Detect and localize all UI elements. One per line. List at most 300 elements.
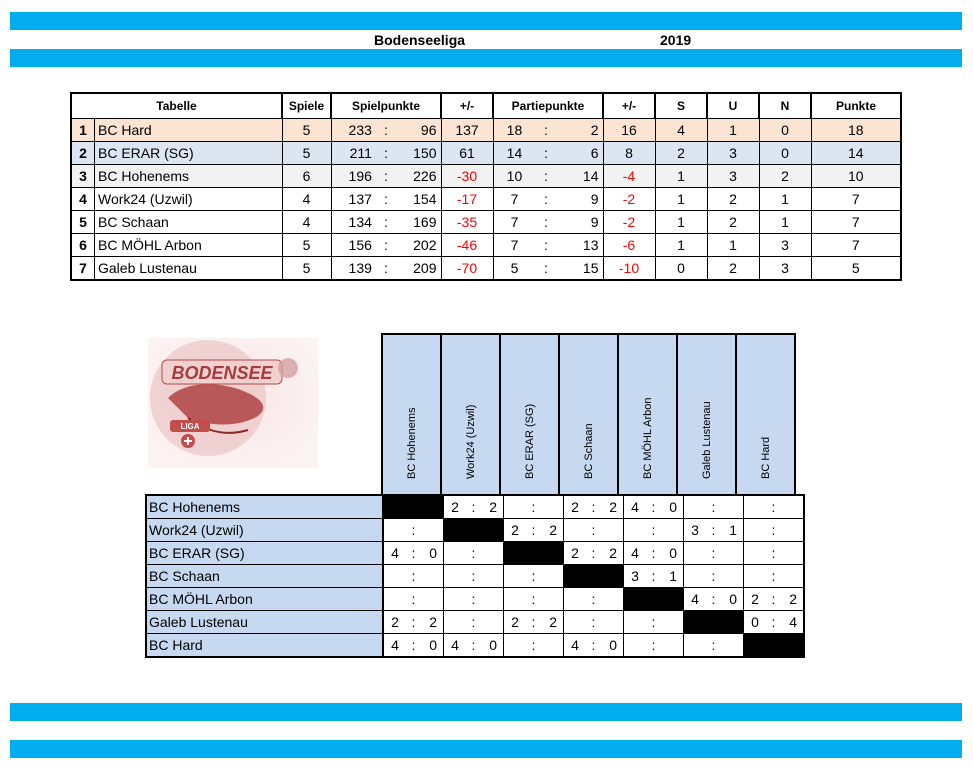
score-separator: : (591, 499, 596, 515)
score-separator: : (771, 591, 776, 607)
cross-column-header (500, 334, 559, 496)
score-separator: : (591, 545, 596, 561)
score-home (750, 499, 760, 515)
pp-against-cell: 14 (556, 165, 603, 188)
cross-diagonal-cell (444, 519, 504, 542)
cross-column-label: Work24 (Uzwil) (464, 404, 477, 479)
points-cell: 14 (811, 142, 901, 165)
score-away (547, 499, 557, 515)
pp-sep: : (535, 234, 556, 257)
score-separator: : (411, 568, 416, 584)
wins-cell: 0 (655, 257, 707, 281)
bottom-band (10, 740, 962, 758)
cross-diagonal-cell (744, 634, 805, 658)
losses-cell: 0 (759, 119, 811, 142)
sp-sep: : (376, 142, 396, 165)
pp-diff-cell: -4 (603, 165, 655, 188)
cross-score-cell (383, 565, 444, 588)
cross-column-header (736, 334, 795, 496)
cross-score-cell (684, 588, 744, 611)
score-home: 0 (751, 614, 759, 630)
score-away: 1 (729, 522, 737, 538)
pp-for-cell: 10 (493, 165, 535, 188)
score-separator: : (591, 591, 596, 607)
standings-header-row (71, 93, 901, 119)
score-home (750, 522, 760, 538)
points-cell: 18 (811, 119, 901, 142)
score-home (390, 568, 400, 584)
losses-cell: 3 (759, 234, 811, 257)
losses-cell: 3 (759, 257, 811, 281)
score-separator: : (531, 499, 536, 515)
score-home: 4 (391, 545, 399, 561)
games-cell: 5 (282, 257, 331, 281)
score-home (510, 568, 520, 584)
rank-cell: 6 (71, 234, 95, 257)
score-away (787, 568, 797, 584)
score-away (607, 522, 617, 538)
score-away (547, 568, 557, 584)
cross-row-team: BC ERAR (SG) (146, 542, 383, 565)
standings-row (71, 211, 901, 234)
sp-for-cell: 139 (331, 257, 376, 281)
score-away: 2 (549, 614, 557, 630)
score-home (570, 522, 580, 538)
score-home: 4 (391, 637, 399, 653)
cross-score-cell (684, 634, 744, 658)
draws-cell: 1 (707, 234, 759, 257)
sp-sep: : (376, 211, 396, 234)
score-away (727, 545, 737, 561)
cross-row (146, 634, 804, 658)
top-band (10, 12, 962, 30)
pp-diff-cell: 8 (603, 142, 655, 165)
score-home (450, 614, 460, 630)
cross-score-cell (504, 565, 564, 588)
cross-score-cell (624, 565, 684, 588)
sp-diff-cell: -35 (441, 211, 493, 234)
score-separator: : (591, 522, 596, 538)
wins-cell: 1 (655, 234, 707, 257)
cross-table (145, 494, 805, 658)
sp-sep: : (376, 119, 396, 142)
cross-score-cell (564, 611, 624, 634)
pp-sep: : (535, 211, 556, 234)
standings-row (71, 165, 901, 188)
score-home (570, 591, 580, 607)
pp-diff-cell: -2 (603, 211, 655, 234)
draws-cell: 2 (707, 188, 759, 211)
cross-score-cell (504, 588, 564, 611)
score-home (510, 591, 520, 607)
score-away (727, 637, 737, 653)
cross-score-cell (564, 519, 624, 542)
score-away: 2 (549, 522, 557, 538)
cross-diagonal-cell (624, 588, 684, 611)
score-separator: : (651, 499, 656, 515)
cross-score-cell (684, 495, 744, 519)
cross-row (146, 519, 804, 542)
header-punkte: Punkte (811, 93, 901, 119)
cross-score-cell (564, 634, 624, 658)
pp-sep: : (535, 142, 556, 165)
team-cell: BC ERAR (SG) (95, 142, 283, 165)
pp-sep: : (535, 119, 556, 142)
sp-sep: : (376, 165, 396, 188)
score-separator: : (711, 522, 716, 538)
cross-score-cell (383, 519, 444, 542)
cross-score-cell (744, 611, 805, 634)
pp-diff-cell: -6 (603, 234, 655, 257)
pp-for-cell: 18 (493, 119, 535, 142)
games-cell: 4 (282, 211, 331, 234)
header-spiele: Spiele (282, 93, 331, 119)
cross-score-cell (744, 519, 805, 542)
cross-row-team: Work24 (Uzwil) (146, 519, 383, 542)
rank-cell: 2 (71, 142, 95, 165)
cross-row-team: BC Schaan (146, 565, 383, 588)
score-away (727, 568, 737, 584)
cross-score-cell (744, 542, 805, 565)
games-cell: 6 (282, 165, 331, 188)
cross-score-cell (444, 495, 504, 519)
score-separator: : (471, 568, 476, 584)
score-separator: : (651, 545, 656, 561)
score-home: 2 (571, 499, 579, 515)
score-separator: : (651, 637, 656, 653)
cross-score-cell (744, 588, 805, 611)
games-cell: 4 (282, 188, 331, 211)
score-away: 0 (489, 637, 497, 653)
season-year: 2019 (660, 32, 692, 48)
draws-cell: 3 (707, 165, 759, 188)
cross-column-label: Galeb Lustenau (700, 401, 713, 479)
rank-cell: 3 (71, 165, 95, 188)
cross-diagonal-cell (383, 495, 444, 519)
cross-score-cell (684, 542, 744, 565)
losses-cell: 0 (759, 142, 811, 165)
draws-cell: 1 (707, 119, 759, 142)
score-home (510, 637, 520, 653)
sp-against-cell: 169 (396, 211, 441, 234)
score-home (450, 568, 460, 584)
score-home (390, 591, 400, 607)
score-separator: : (471, 545, 476, 561)
cross-column-header (441, 334, 500, 496)
pp-for-cell: 7 (493, 188, 535, 211)
score-away (607, 614, 617, 630)
score-home: 2 (571, 545, 579, 561)
cross-diagonal-cell (564, 565, 624, 588)
cross-score-cell (504, 519, 564, 542)
sp-sep: : (376, 188, 396, 211)
sp-for-cell: 134 (331, 211, 376, 234)
score-home: 4 (451, 637, 459, 653)
score-separator: : (411, 522, 416, 538)
pp-sep: : (535, 188, 556, 211)
score-separator: : (531, 522, 536, 538)
score-separator: : (651, 568, 656, 584)
pp-against-cell: 13 (556, 234, 603, 257)
sp-sep: : (376, 257, 396, 281)
sp-diff-cell: 137 (441, 119, 493, 142)
team-cell: BC Hohenems (95, 165, 283, 188)
score-away (787, 499, 797, 515)
header-partiepunkte: Partiepunkte (493, 93, 603, 119)
score-away (487, 591, 497, 607)
score-separator: : (531, 591, 536, 607)
cross-score-cell (383, 588, 444, 611)
cross-score-cell (504, 611, 564, 634)
cross-column-header (618, 334, 677, 496)
standings-row (71, 119, 901, 142)
pp-against-cell: 2 (556, 119, 603, 142)
points-cell: 10 (811, 165, 901, 188)
points-cell: 7 (811, 211, 901, 234)
score-away (727, 499, 737, 515)
cross-score-cell (744, 565, 805, 588)
score-separator: : (711, 637, 716, 653)
header-tabelle: Tabelle (71, 93, 282, 119)
cross-row (146, 565, 804, 588)
score-away: 2 (609, 499, 617, 515)
score-home (750, 568, 760, 584)
sp-against-cell: 150 (396, 142, 441, 165)
cross-header-row (382, 334, 795, 496)
sp-diff-cell: 61 (441, 142, 493, 165)
cross-column-label: BC MÖHL Arbon (641, 397, 654, 479)
score-home (630, 522, 640, 538)
draws-cell: 2 (707, 257, 759, 281)
score-away (667, 522, 677, 538)
score-away (487, 614, 497, 630)
cross-row (146, 542, 804, 565)
score-away: 4 (789, 614, 797, 630)
score-away (667, 637, 677, 653)
header-s: S (655, 93, 707, 119)
score-home: 4 (571, 637, 579, 653)
score-home (450, 591, 460, 607)
score-away (667, 614, 677, 630)
sp-against-cell: 209 (396, 257, 441, 281)
cross-score-cell (444, 542, 504, 565)
score-away: 2 (489, 499, 497, 515)
score-away (487, 568, 497, 584)
score-home: 4 (691, 591, 699, 607)
standings-row (71, 257, 901, 281)
cross-score-cell (564, 542, 624, 565)
cross-score-cell (684, 519, 744, 542)
sp-for-cell: 233 (331, 119, 376, 142)
score-away (607, 591, 617, 607)
cross-column-label: BC ERAR (SG) (523, 403, 536, 479)
score-separator: : (651, 614, 656, 630)
score-away (787, 545, 797, 561)
score-home: 3 (691, 522, 699, 538)
pp-for-cell: 14 (493, 142, 535, 165)
score-separator: : (651, 522, 656, 538)
score-separator: : (411, 637, 416, 653)
cross-column-header (559, 334, 618, 496)
score-home: 4 (631, 499, 639, 515)
sp-against-cell: 154 (396, 188, 441, 211)
score-away (427, 591, 437, 607)
rank-cell: 7 (71, 257, 95, 281)
rank-cell: 5 (71, 211, 95, 234)
sp-for-cell: 196 (331, 165, 376, 188)
score-away (427, 568, 437, 584)
sp-for-cell: 137 (331, 188, 376, 211)
score-separator: : (471, 637, 476, 653)
cross-score-cell (564, 588, 624, 611)
sp-against-cell: 96 (396, 119, 441, 142)
sp-for-cell: 211 (331, 142, 376, 165)
cross-column-header (382, 334, 441, 496)
cross-diagonal-cell (504, 542, 564, 565)
points-cell: 5 (811, 257, 901, 281)
pp-against-cell: 9 (556, 211, 603, 234)
score-separator: : (531, 637, 536, 653)
cross-score-cell (744, 495, 805, 519)
pp-diff-cell: -2 (603, 188, 655, 211)
pp-for-cell: 5 (493, 257, 535, 281)
logo-text: BODENSEE (171, 363, 273, 383)
team-cell: BC Hard (95, 119, 283, 142)
sp-sep: : (376, 234, 396, 257)
pp-against-cell: 15 (556, 257, 603, 281)
logo-sub: LIGA (180, 422, 200, 431)
pp-sep: : (535, 165, 556, 188)
cross-column-label: BC Hohenems (405, 407, 418, 479)
cross-row-team: BC MÖHL Arbon (146, 588, 383, 611)
wins-cell: 2 (655, 142, 707, 165)
pp-for-cell: 7 (493, 211, 535, 234)
score-home: 2 (511, 614, 519, 630)
score-away (487, 545, 497, 561)
score-away: 0 (669, 545, 677, 561)
losses-cell: 1 (759, 188, 811, 211)
cross-score-cell (504, 634, 564, 658)
score-separator: : (711, 591, 716, 607)
team-cell: BC MÖHL Arbon (95, 234, 283, 257)
sp-diff-cell: -46 (441, 234, 493, 257)
wins-cell: 1 (655, 188, 707, 211)
losses-cell: 2 (759, 165, 811, 188)
pp-against-cell: 9 (556, 188, 603, 211)
score-separator: : (531, 614, 536, 630)
points-cell: 7 (811, 188, 901, 211)
sp-for-cell: 156 (331, 234, 376, 257)
top-band-lower (10, 49, 962, 67)
sp-diff-cell: -70 (441, 257, 493, 281)
cross-score-cell (624, 519, 684, 542)
score-home (510, 499, 520, 515)
team-cell: Galeb Lustenau (95, 257, 283, 281)
score-home (390, 522, 400, 538)
score-home (630, 637, 640, 653)
bottom-band-upper (10, 703, 962, 721)
cross-score-cell (684, 565, 744, 588)
score-separator: : (771, 614, 776, 630)
wins-cell: 4 (655, 119, 707, 142)
header-u: U (707, 93, 759, 119)
cross-score-cell (624, 495, 684, 519)
pp-sep: : (535, 257, 556, 281)
header-spielpunkte: Spielpunkte (331, 93, 441, 119)
score-home (450, 545, 460, 561)
score-home (750, 545, 760, 561)
rank-cell: 1 (71, 119, 95, 142)
standings-row (71, 234, 901, 257)
cross-score-cell (624, 542, 684, 565)
score-away (427, 522, 437, 538)
losses-cell: 1 (759, 211, 811, 234)
score-home (690, 545, 700, 561)
draws-cell: 2 (707, 211, 759, 234)
pp-for-cell: 7 (493, 234, 535, 257)
cross-table-header (381, 333, 796, 496)
sp-against-cell: 226 (396, 165, 441, 188)
games-cell: 5 (282, 142, 331, 165)
score-away: 0 (729, 591, 737, 607)
cross-score-cell (383, 634, 444, 658)
score-away: 1 (669, 568, 677, 584)
wins-cell: 1 (655, 165, 707, 188)
cross-row-team: BC Hard (146, 634, 383, 658)
score-home (690, 499, 700, 515)
standings-row (71, 142, 901, 165)
header-sp-diff: +/- (441, 93, 493, 119)
score-home (630, 614, 640, 630)
header-n: N (759, 93, 811, 119)
score-home: 4 (631, 545, 639, 561)
team-cell: Work24 (Uzwil) (95, 188, 283, 211)
score-separator: : (591, 637, 596, 653)
score-home (570, 614, 580, 630)
standings-table (70, 92, 902, 281)
draws-cell: 3 (707, 142, 759, 165)
standings-row (71, 188, 901, 211)
cross-score-cell (383, 611, 444, 634)
score-separator: : (471, 591, 476, 607)
team-cell: BC Schaan (95, 211, 283, 234)
games-cell: 5 (282, 119, 331, 142)
score-separator: : (771, 545, 776, 561)
cross-score-cell (444, 611, 504, 634)
score-separator: : (531, 568, 536, 584)
score-separator: : (411, 591, 416, 607)
bodensee-liga-logo (148, 338, 318, 468)
pp-against-cell: 6 (556, 142, 603, 165)
score-away: 2 (789, 591, 797, 607)
score-home: 2 (391, 614, 399, 630)
rank-cell: 4 (71, 188, 95, 211)
cross-score-cell (444, 588, 504, 611)
cross-row-team: Galeb Lustenau (146, 611, 383, 634)
header-pp-diff: +/- (603, 93, 655, 119)
sp-diff-cell: -17 (441, 188, 493, 211)
score-separator: : (771, 499, 776, 515)
sp-diff-cell: -30 (441, 165, 493, 188)
wins-cell: 1 (655, 211, 707, 234)
cross-score-cell (624, 611, 684, 634)
score-separator: : (411, 545, 416, 561)
cross-score-cell (564, 495, 624, 519)
cross-column-header (677, 334, 736, 496)
score-away: 0 (429, 545, 437, 561)
cross-column-label: BC Schaan (582, 423, 595, 479)
score-away (787, 522, 797, 538)
